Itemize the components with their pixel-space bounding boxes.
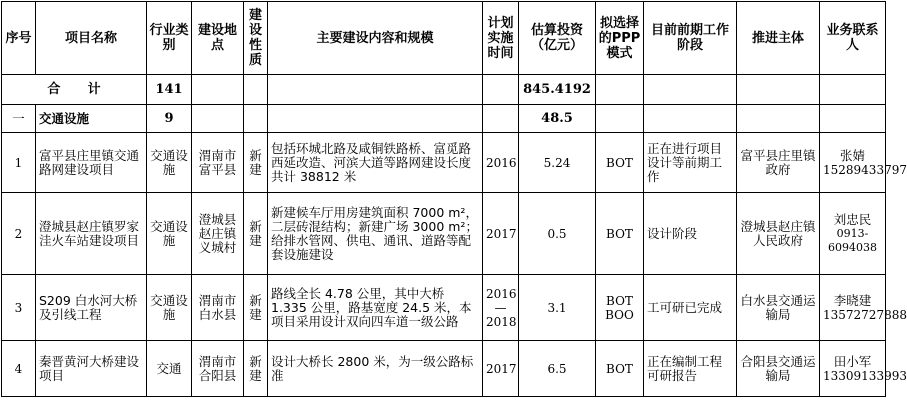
row-promoter: 澄城县赵庄镇人民政府 — [737, 193, 820, 275]
row-nature: 新建 — [244, 193, 268, 275]
row-investment: 5.24 — [519, 133, 596, 193]
row-contact — [820, 341, 907, 397]
row-industry: 交通 — [147, 341, 192, 397]
row-industry: 交通设施 — [147, 193, 192, 275]
table-row — [2, 133, 886, 193]
row-stage: 设计阶段 — [644, 193, 737, 275]
header-content: 主要建设内容和规模 — [268, 2, 483, 75]
period-dash: — — [494, 300, 507, 315]
total-label — [2, 75, 147, 105]
category-empty-location — [192, 105, 244, 133]
row-nature: 新建 — [244, 275, 268, 341]
header-investment: 估算投资（亿元） — [519, 2, 596, 75]
row-index: 4 — [2, 341, 36, 397]
category-name: 交通设施 — [36, 105, 147, 133]
row-ppp: BOT — [596, 133, 644, 193]
period-end: 2018 — [486, 314, 517, 329]
category-empty-ppp — [596, 105, 644, 133]
header-industry: 行业类别 — [147, 2, 192, 75]
category-investment: 48.5 — [519, 105, 596, 133]
ppp-mode-b: BOO — [605, 307, 634, 322]
total-label-b: 计 — [87, 81, 101, 97]
row-content: 包括环城北路及咸铜铁路桥、富觅路西延改造、河滨大道等路网建设长度共计 38812 米 — [268, 133, 483, 193]
row-name: S209 白水河大桥及引线工程 — [36, 275, 147, 341]
total-row — [2, 75, 886, 105]
contact-phone: 13572727888 — [823, 307, 907, 322]
table-row — [2, 275, 886, 341]
category-empty-promoter — [737, 105, 820, 133]
header-ppp: 拟选择的PPP模式 — [596, 2, 644, 75]
row-index: 2 — [2, 193, 36, 275]
ppp-mode-a: BOT — [606, 293, 633, 308]
header-promoter: 推进主体 — [737, 2, 820, 75]
contact-name: 张婧 — [839, 147, 865, 163]
header-nature: 建设性质 — [244, 2, 268, 75]
total-empty-period — [483, 75, 519, 105]
total-label-a: 合 — [47, 81, 61, 97]
category-empty-period — [483, 105, 519, 133]
row-content: 设计大桥长 2800 米，为一级公路标准 — [268, 341, 483, 397]
row-content: 路线全长 4.78 公里，其中大桥 1.335 公里，路基宽度 24.5 米，本项目采用设计双向四车道一级公路 — [268, 275, 483, 341]
category-row — [2, 105, 886, 133]
total-industry: 141 — [147, 75, 192, 105]
row-investment: 6.5 — [519, 341, 596, 397]
row-ppp — [596, 275, 644, 341]
row-location: 澄城县赵庄镇义城村 — [192, 193, 244, 275]
row-period: 2017 — [483, 193, 519, 275]
period-start: 2016 — [486, 286, 517, 301]
table-row — [2, 341, 886, 397]
row-location: 渭南市富平县 — [192, 133, 244, 193]
category-empty-stage — [644, 105, 737, 133]
row-contact — [820, 133, 907, 193]
category-empty-content — [268, 105, 483, 133]
row-period — [483, 275, 519, 341]
header-index: 序号 — [2, 2, 36, 75]
row-index: 1 — [2, 133, 36, 193]
row-promoter: 合阳县交通运输局 — [737, 341, 820, 397]
category-index: 一 — [2, 105, 36, 133]
row-promoter: 白水县交通运输局 — [737, 275, 820, 341]
total-empty-nature — [244, 75, 268, 105]
category-industry: 9 — [147, 105, 192, 133]
header-period: 计划实施时间 — [483, 2, 519, 75]
total-empty-promoter — [737, 75, 820, 105]
header-location: 建设地点 — [192, 2, 244, 75]
total-empty-ppp — [596, 75, 644, 105]
total-empty-stage — [644, 75, 737, 105]
header-name: 项目名称 — [36, 2, 147, 75]
row-contact — [820, 193, 886, 275]
total-empty-location — [192, 75, 244, 105]
row-stage: 正在编制工程可研报告 — [644, 341, 737, 397]
contact-name: 田小军 — [833, 353, 872, 369]
total-empty-contact — [820, 75, 886, 105]
row-contact — [820, 275, 907, 341]
header-stage: 目前前期工作阶段 — [644, 2, 737, 75]
row-name: 富平县庄里镇交通路网建设项目 — [36, 133, 147, 193]
project-table — [1, 1, 907, 397]
row-ppp: BOT — [596, 341, 644, 397]
row-stage: 工可研已完成 — [644, 275, 737, 341]
total-empty-content — [268, 75, 483, 105]
row-nature: 新建 — [244, 341, 268, 397]
table-row — [2, 193, 886, 275]
row-period: 2016 — [483, 133, 519, 193]
row-location: 渭南市合阳县 — [192, 341, 244, 397]
row-nature: 新建 — [244, 133, 268, 193]
row-ppp: BOT — [596, 193, 644, 275]
contact-name: 李晓建 — [833, 292, 872, 308]
row-period: 2017 — [483, 341, 519, 397]
row-index: 3 — [2, 275, 36, 341]
row-investment: 3.1 — [519, 275, 596, 341]
row-investment: 0.5 — [519, 193, 596, 275]
header-contact: 业务联系人 — [820, 2, 886, 75]
header-row — [2, 2, 886, 75]
row-content: 新建候车厅用房建筑面积 7000 m²，二层砖混结构；新建广场 3000 m²；给排水管网、供电、通讯、道路等配套设施建设 — [268, 193, 483, 275]
contact-name: 刘忠民 — [833, 211, 872, 227]
row-stage: 正在进行项目设计等前期工作 — [644, 133, 737, 193]
category-empty-contact — [820, 105, 886, 133]
row-name: 澄城县赵庄镇罗家洼火车站建设项目 — [36, 193, 147, 275]
category-empty-nature — [244, 105, 268, 133]
row-industry: 交通设施 — [147, 275, 192, 341]
contact-phone: 15289433797 — [823, 162, 907, 177]
contact-phone: 13309133993 — [823, 368, 907, 383]
row-location: 渭南市白水县 — [192, 275, 244, 341]
row-promoter: 富平县庄里镇政府 — [737, 133, 820, 193]
row-name: 秦晋黄河大桥建设项目 — [36, 341, 147, 397]
row-industry: 交通设施 — [147, 133, 192, 193]
contact-phone: 0913-6094038 — [828, 226, 877, 254]
total-investment: 845.4192 — [519, 75, 596, 105]
